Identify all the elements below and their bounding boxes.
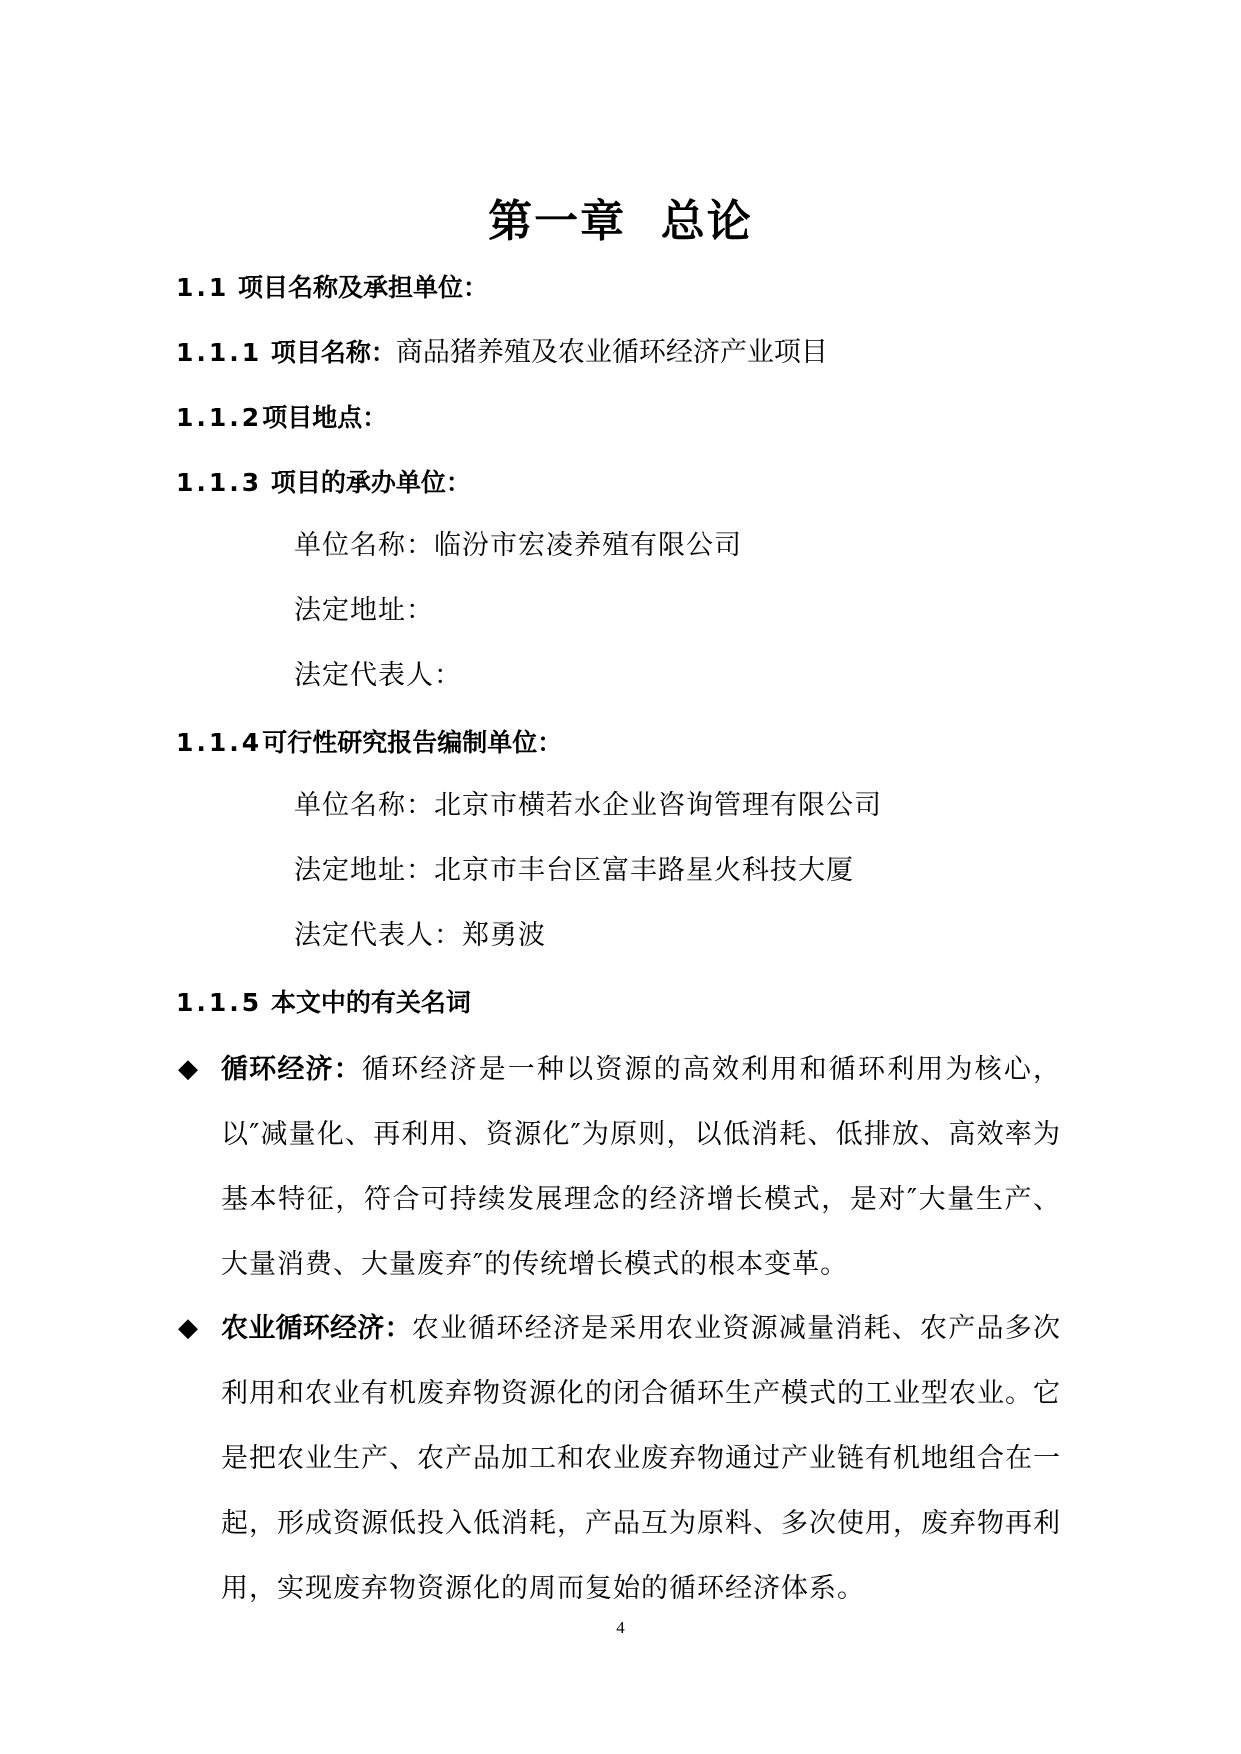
- organizer-unit-name: 单位名称：临汾市宏凌养殖有限公司: [294, 530, 742, 561]
- compiler-unit-name: 单位名称：北京市横若水企业咨询管理有限公司: [294, 790, 882, 821]
- section-title: 本文中的有关名词: [270, 988, 471, 1017]
- section-number: 1.1: [176, 273, 230, 302]
- diamond-bullet-icon: ◆: [178, 1313, 198, 1343]
- section-1-1-5-heading: [176, 983, 471, 1023]
- definition-term: 农业循环经济：: [221, 1313, 412, 1344]
- section-1-1-2-heading: [176, 398, 387, 438]
- definition-text: 农业循环经济是采用农业资源减量消耗、农产品多次利用和农业有机废弃物资源化的闭合循环生产模式的工业型农业。它是把农业生产、农产品加工和农业废弃物通过产业链有机地组合在一起，形成资源低投入低消耗，产品互为原料、多次使用，废弃物再利用，实现废弃物资源化的周而复始的循环经济体系。: [221, 1313, 1062, 1604]
- project-name-value: 商品猪养殖及农业循环经济产业项目: [395, 337, 828, 368]
- section-title: 项目名称及承担单位：: [238, 273, 489, 302]
- section-1-1-4-heading: [176, 723, 562, 763]
- definition-agricultural-circular-economy: [221, 1296, 1061, 1621]
- chapter-title: 第一章 总论: [488, 196, 753, 247]
- section-1-1-1-heading: [176, 333, 828, 373]
- section-title: 可行性研究报告编制单位：: [262, 728, 563, 757]
- definition-circular-economy: [221, 1037, 1061, 1297]
- section-title: 项目的承办单位：: [270, 468, 471, 497]
- section-1-1-heading: [176, 268, 488, 308]
- compiler-representative: 法定代表人：郑勇波: [294, 920, 546, 951]
- organizer-representative: 法定代表人：: [294, 660, 462, 691]
- section-1-1-3-heading: [176, 463, 471, 503]
- compiler-address: 法定地址：北京市丰台区富丰路星火科技大厦: [294, 855, 854, 886]
- organizer-address: 法定地址：: [294, 595, 434, 626]
- definition-text: 循环经济是一种以资源的高效利用和循环利用为核心，以″减量化、再利用、资源化″为原则，以低消耗、低排放、高效率为基本特征，符合可持续发展理念的经济增长模式，是对″大量生产、大量消费、大量废弃″的传统增长模式的根本变革。: [221, 1054, 1062, 1280]
- section-number: 1.1.1: [176, 338, 263, 367]
- section-title: 项目名称：: [270, 338, 396, 367]
- section-number: 1.1.4: [176, 728, 263, 757]
- section-title: 项目地点：: [262, 403, 388, 432]
- page-number: 4: [616, 1618, 625, 1637]
- section-number: 1.1.2: [176, 403, 263, 432]
- definition-term: 循环经济：: [221, 1054, 362, 1085]
- diamond-bullet-icon: ◆: [178, 1054, 198, 1084]
- section-number: 1.1.3: [176, 468, 263, 497]
- section-number: 1.1.5: [176, 988, 263, 1017]
